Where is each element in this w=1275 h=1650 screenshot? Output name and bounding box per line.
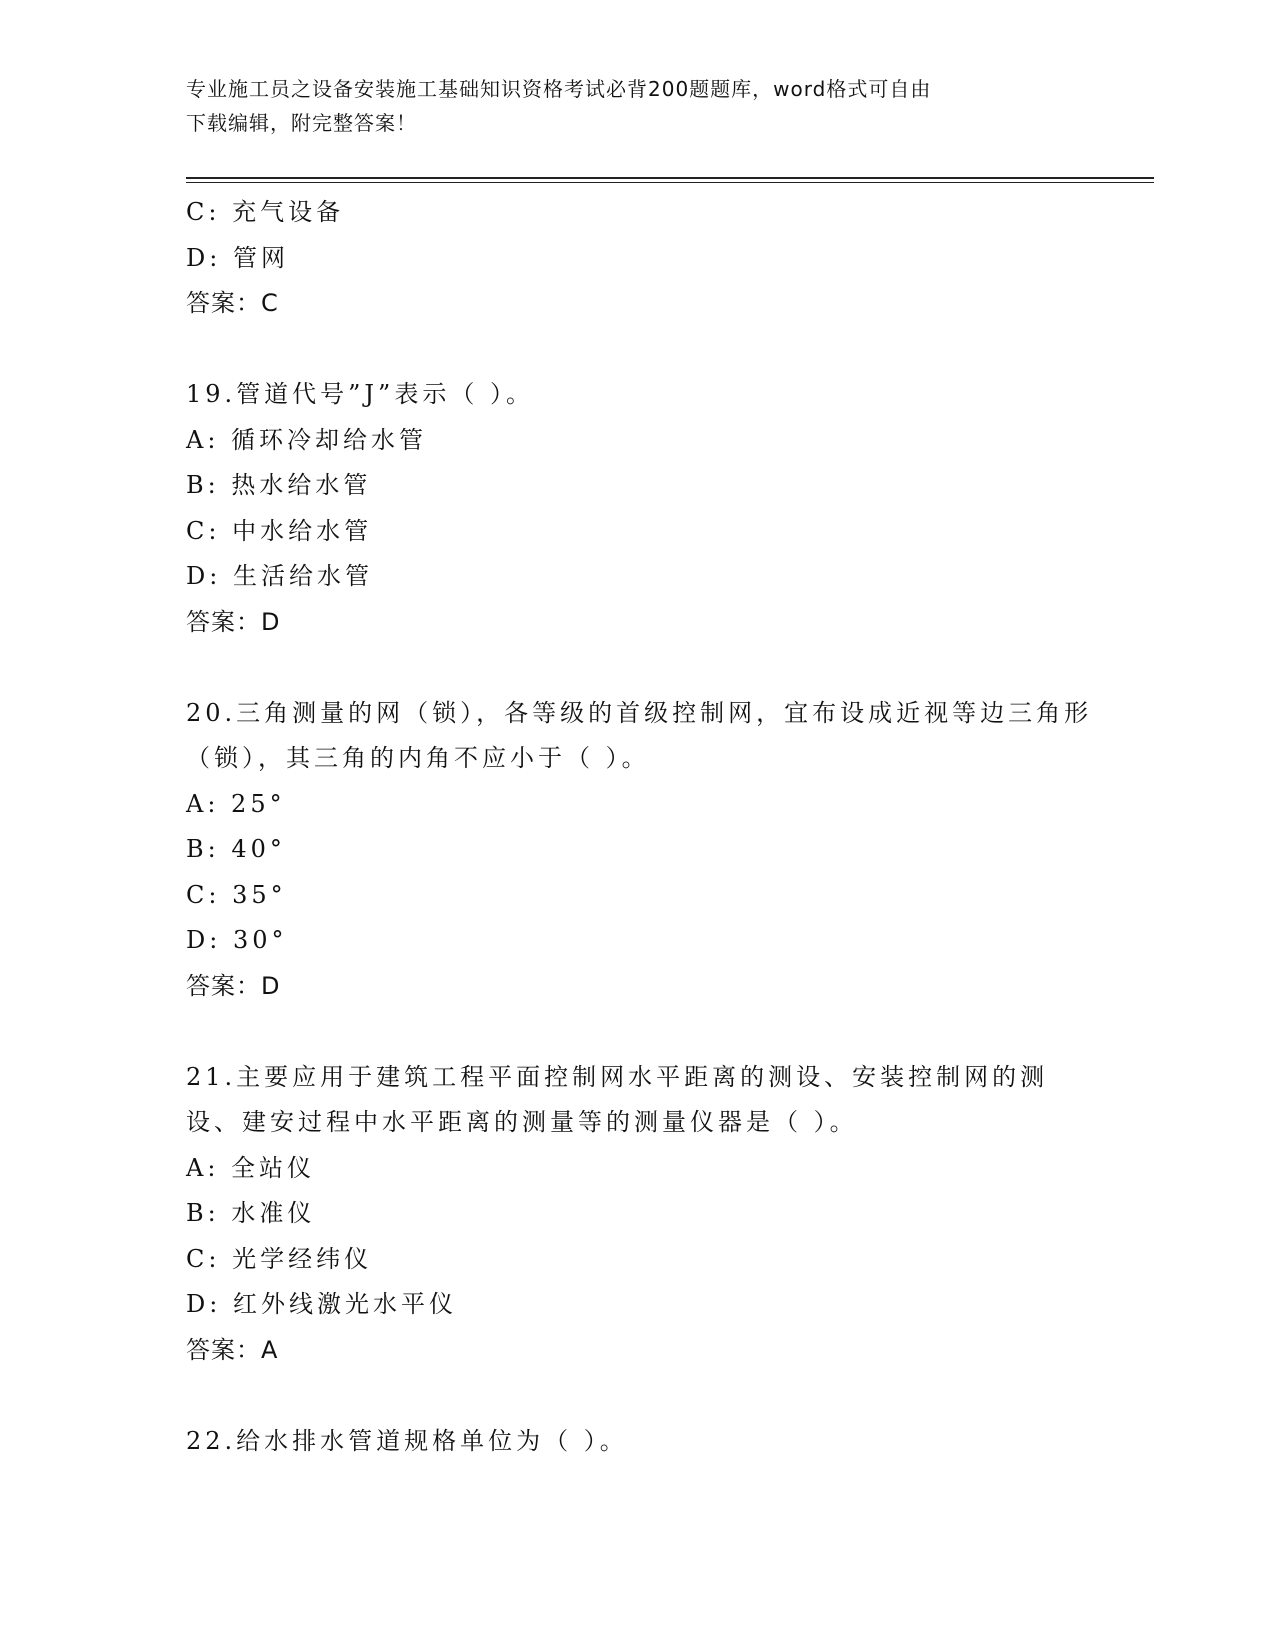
question-20	[186, 691, 1096, 1010]
option-a: A: 循环冷却给水管	[186, 425, 428, 454]
question-text: 21.主要应用于建筑工程平面控制网水平距离的测设、安装控制网的测设、建安过程中水平距离的测量等的测量仪器是（ ）。	[186, 1062, 1049, 1136]
spacer	[186, 1373, 1096, 1419]
answer-line: 答案：A	[186, 1335, 279, 1364]
question-21	[186, 1055, 1096, 1374]
header-divider-thin	[186, 182, 1154, 183]
option-d: D: 30°	[186, 926, 288, 954]
header-line-2: 下载编辑，附完整答案！	[186, 111, 417, 135]
question-22	[186, 1419, 1096, 1465]
question-text: 20.三角测量的网（锁），各等级的首级控制网，宜布设成近视等边三角形（锁），其三角的内角不应小于（ ）。	[186, 698, 1093, 772]
question-text: 22.给水排水管道规格单位为（ ）。	[186, 1426, 628, 1455]
spacer	[186, 645, 1096, 691]
option-c: C: 光学经纬仪	[186, 1244, 373, 1273]
answer-line: 答案：C	[186, 289, 279, 317]
document-header	[186, 72, 1086, 140]
question-text: 19.管道代号”J”表示（ ）。	[186, 380, 534, 408]
header-divider-thick	[186, 177, 1154, 179]
question-18-continued	[186, 190, 1096, 327]
option-a: A: 25°	[186, 789, 286, 818]
option-b: B: 40°	[186, 835, 286, 863]
option-c: C: 充气设备	[186, 198, 345, 226]
answer-line: 答案：D	[186, 971, 281, 1000]
option-b: B: 水准仪	[186, 1199, 316, 1227]
spacer	[186, 327, 1096, 373]
question-list	[186, 190, 1096, 1464]
option-c: C: 中水给水管	[186, 516, 373, 545]
option-d: D: 生活给水管	[186, 562, 373, 590]
option-d: D: 红外线激光水平仪	[186, 1290, 457, 1318]
option-c: C: 35°	[186, 880, 287, 909]
question-19	[186, 372, 1096, 645]
option-a: A: 全站仪	[186, 1153, 316, 1182]
option-d: D: 管网	[186, 243, 289, 272]
answer-line: 答案：D	[186, 607, 281, 636]
header-line-1: 专业施工员之设备安装施工基础知识资格考试必背200题题库，word格式可自由	[186, 77, 932, 101]
spacer	[186, 1009, 1096, 1055]
option-b: B: 热水给水管	[186, 471, 372, 499]
